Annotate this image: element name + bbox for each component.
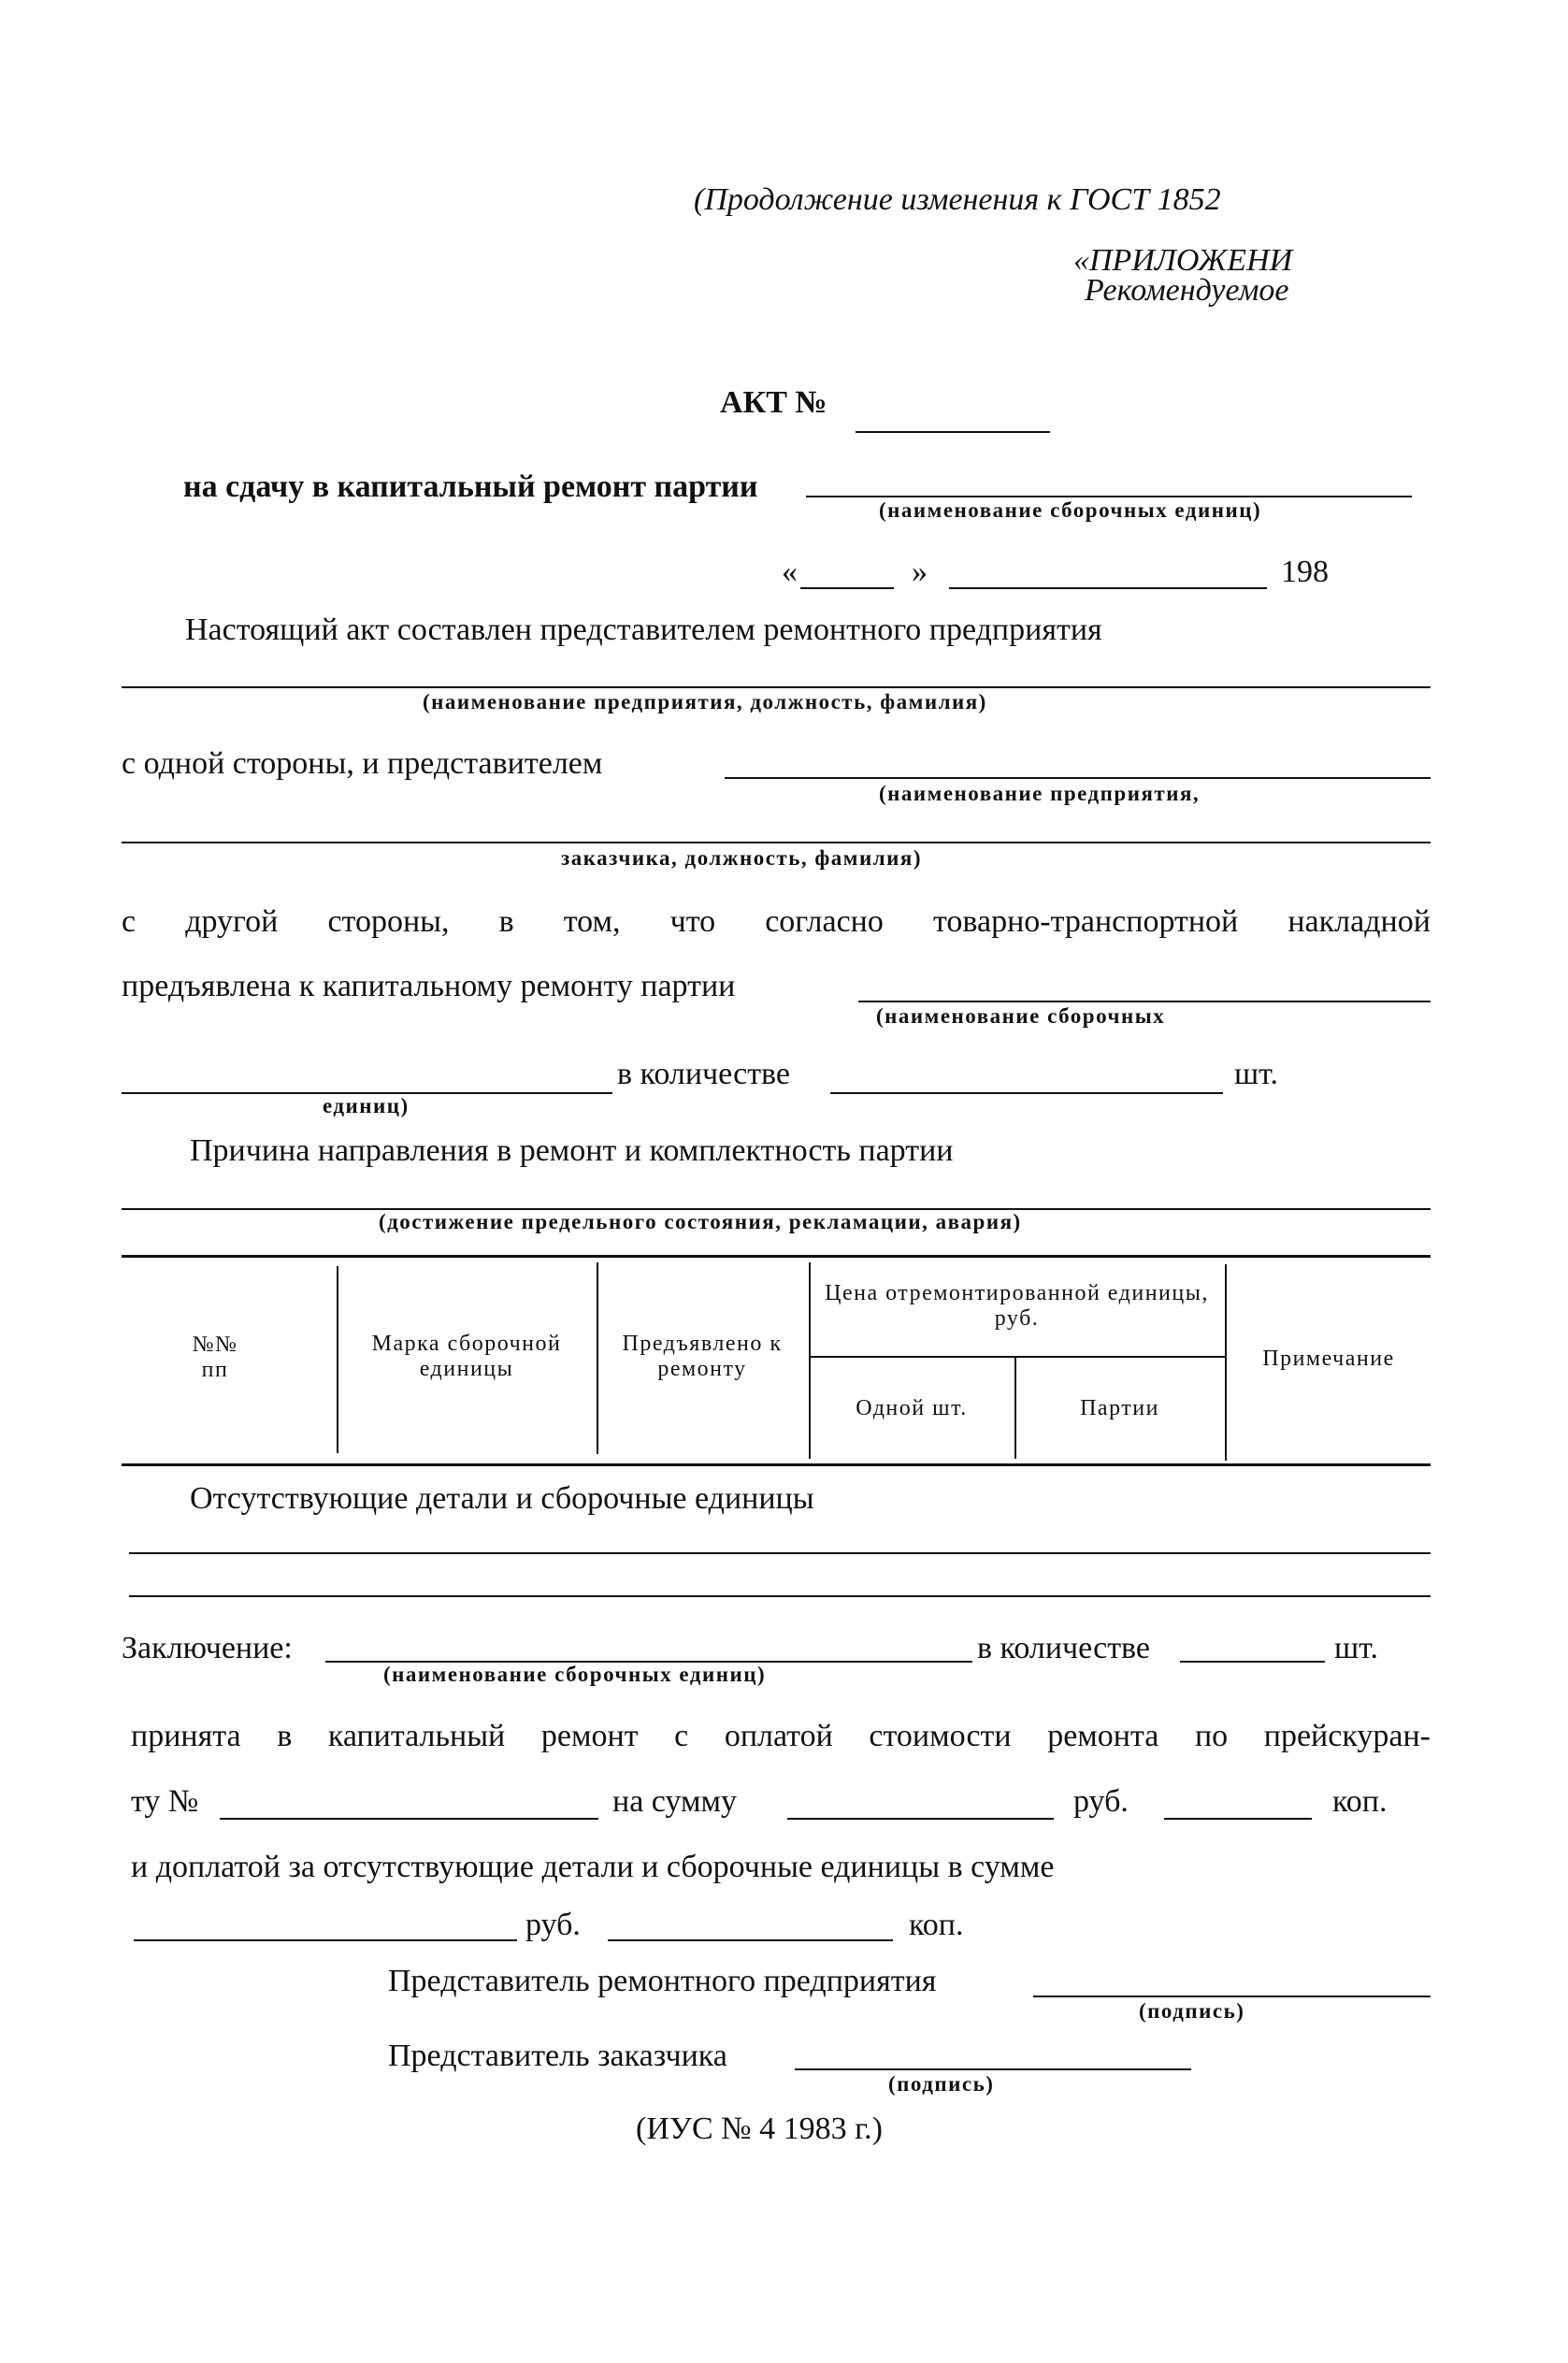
missing-parts-field-2[interactable] [129, 1595, 1431, 1597]
source-reference: (ИУС № 4 1983 г.) [636, 2111, 883, 2146]
reason-text: Причина направления в ремонт и комплектность партии [190, 1133, 954, 1168]
date-month-field[interactable] [949, 587, 1267, 589]
quantity-label: в количестве [617, 1057, 790, 1091]
conclusion-caption: (наименование сборочных единиц) [383, 1663, 767, 1686]
table-top-border [122, 1255, 1431, 1258]
accepted-text [131, 1719, 1431, 1754]
quantity-field[interactable] [830, 1092, 1223, 1094]
customer-signature-caption: (подпись) [888, 2072, 995, 2096]
sum-rub-label: руб. [1073, 1784, 1129, 1819]
date-open-quote: « [782, 555, 798, 589]
presented-batch-caption: (наименование сборочных [876, 1004, 1166, 1028]
repair-enterprise-field[interactable] [122, 686, 1431, 688]
date-day-field[interactable] [800, 587, 894, 589]
repair-representative-label: Представитель ремонтного предприятия [388, 1964, 937, 1998]
col-price-one-header: Одной шт. [856, 1396, 968, 1420]
word: в [277, 1719, 293, 1753]
word: с [674, 1719, 689, 1753]
surcharge-kop-label: коп. [909, 1908, 964, 1942]
repair-signature-caption: (подпись) [1139, 1999, 1245, 2023]
customer-details-caption: заказчика, должность, фамилия) [561, 846, 922, 870]
surcharge-rub-field[interactable] [134, 1939, 517, 1941]
conclusion-quantity-label: в количестве [977, 1631, 1150, 1665]
date-year: 198 [1281, 555, 1329, 589]
act-title: АКТ № [720, 385, 827, 420]
missing-parts-label: Отсутствующие детали и сборочные единицы [190, 1481, 814, 1516]
word: товарно-транспортной [932, 904, 1239, 939]
col-number-header: №№ пп [192, 1333, 238, 1382]
quantity-unit: шт. [1234, 1057, 1278, 1091]
appendix-title: «ПРИЛОЖЕНИ [1073, 243, 1293, 278]
conclusion-label: Заключение: [122, 1631, 293, 1665]
word: в [498, 904, 514, 939]
presented-text: предъявлена к капитальному ремонту партии [122, 969, 736, 1003]
word: накладной [1287, 904, 1431, 939]
sum-rub-field[interactable] [787, 1818, 1054, 1820]
sum-kop-label: коп. [1332, 1784, 1388, 1819]
other-party-text [122, 904, 1431, 940]
price-list-label: ту № [131, 1784, 199, 1819]
customer-rep-field[interactable] [725, 777, 1431, 779]
word: капитальный [327, 1719, 506, 1753]
word: ремонта [1047, 1719, 1159, 1753]
word: стоимости [869, 1719, 1012, 1753]
repair-signature-field[interactable] [1033, 1996, 1431, 1997]
sum-label: на сумму [612, 1784, 738, 1819]
recommended-label: Рекомендуемое [1085, 273, 1289, 308]
date-close-quote: » [912, 555, 928, 589]
word: стороны, [327, 904, 450, 939]
customer-enterprise-caption: (наименование предприятия, [879, 782, 1201, 805]
word: том, [563, 904, 621, 939]
batch-name-field[interactable] [806, 496, 1412, 497]
col-presented-header: Предъявлено к ремонту [622, 1332, 783, 1381]
word: прейскуран- [1263, 1719, 1431, 1753]
first-party-text: с одной стороны, и представителем [122, 746, 603, 781]
price-list-number-field[interactable] [220, 1818, 598, 1820]
reason-caption: (достижение предельного состояния, рекламации, авария) [379, 1210, 1022, 1233]
word: согласно [765, 904, 884, 939]
repair-enterprise-caption: (наименование предприятия, должность, фамилия) [423, 690, 987, 713]
missing-parts-field[interactable] [129, 1552, 1431, 1554]
conclusion-quantity-field[interactable] [1180, 1661, 1325, 1663]
act-number-field[interactable] [856, 431, 1050, 433]
customer-signature-field[interactable] [795, 2068, 1191, 2070]
word: ремонт [540, 1719, 639, 1753]
sum-kop-field[interactable] [1164, 1818, 1312, 1820]
word: принята [131, 1719, 241, 1753]
act-statement: Настоящий акт составлен представителем ремонтного предприятия [185, 612, 1102, 647]
surcharge-kop-field[interactable] [608, 1939, 893, 1941]
word: оплатой [724, 1719, 833, 1753]
continuation-note: (Продолжение изменения к ГОСТ 1852 [694, 182, 1221, 217]
table-bottom-border [122, 1463, 1431, 1466]
surcharge-rub-label: руб. [525, 1908, 581, 1942]
word: по [1194, 1719, 1229, 1753]
conclusion-unit: шт. [1334, 1631, 1378, 1665]
act-subtitle: на сдачу в капитальный ремонт партии [183, 469, 758, 504]
col-price-batch-header: Партии [1080, 1396, 1159, 1420]
word: с [122, 904, 137, 939]
surcharge-text: и доплатой за отсутствующие детали и сборочные единицы в сумме [131, 1850, 1055, 1884]
table-subheader-line [809, 1356, 1225, 1358]
col-note-header: Примечание [1262, 1347, 1395, 1371]
word: другой [185, 904, 279, 939]
units-caption: единиц) [323, 1094, 410, 1117]
col-mark-header: Марка сборочной единицы [371, 1332, 562, 1381]
word: что [669, 904, 716, 939]
batch-name-caption: (наименование сборочных единиц) [879, 498, 1262, 522]
customer-rep-field-2[interactable] [122, 842, 1431, 843]
col-price-header: Цена отремонтированной единицы, руб. [825, 1281, 1209, 1331]
customer-representative-label: Представитель заказчика [388, 2039, 727, 2073]
presented-batch-field[interactable] [858, 1001, 1431, 1002]
